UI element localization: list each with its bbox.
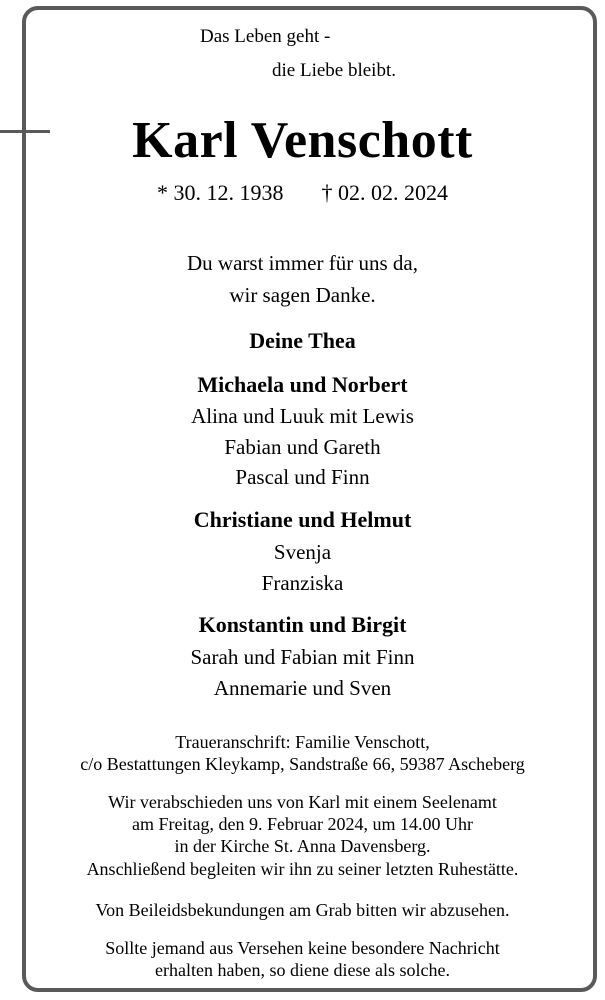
- motto-line-2: die Liebe bleibt.: [272, 60, 396, 81]
- service-line-3: in der Kirche St. Anna Davensberg.: [174, 836, 431, 856]
- thanks-line-2: wir sagen Danke.: [229, 283, 376, 307]
- spouse-name: Deine Thea: [249, 328, 356, 353]
- address-line-2: c/o Bestattungen Kleykamp, Sandstraße 66, 59387 Ascheberg: [80, 754, 525, 774]
- service-line-4: Anschließend begleiten wir ihn zu seiner letzten Ruhestätte.: [86, 859, 519, 879]
- birth-date: * 30. 12. 1938: [157, 180, 284, 205]
- thanks-line-1: Du warst immer für uns da,: [187, 251, 418, 275]
- service-line-1: Wir verabschieden uns von Karl mit einem Seelenamt: [108, 792, 497, 812]
- family-3-member: Annemarie und Sven: [213, 676, 392, 700]
- family-3-head: Konstantin und Birgit: [198, 612, 407, 637]
- family-2-member: Svenja: [273, 540, 332, 564]
- family-3-member: Sarah und Fabian mit Finn: [190, 645, 415, 669]
- family-1-member: Fabian und Gareth: [224, 435, 381, 459]
- family-2-head: Christiane und Helmut: [193, 507, 412, 532]
- address-line-1: Traueranschrift: Familie Venschott,: [175, 732, 430, 752]
- deceased-name: Karl Venschott: [132, 112, 473, 169]
- death-date: † 02. 02. 2024: [321, 180, 448, 205]
- motto-line-1: Das Leben geht -: [200, 26, 331, 47]
- life-dates: [0, 180, 605, 206]
- condolence-note: Von Beileidsbekundungen am Grab bitten wir abzusehen.: [95, 900, 510, 920]
- family-1-member: Alina und Luuk mit Lewis: [191, 404, 414, 428]
- family-1-head: Michaela und Norbert: [197, 372, 408, 397]
- family-2-member: Franziska: [261, 571, 344, 595]
- service-line-2: am Freitag, den 9. Februar 2024, um 14.00 Uhr: [132, 814, 473, 834]
- notice-line-2: erhalten haben, so diene diese als solche.: [155, 960, 450, 980]
- family-1-member: Pascal und Finn: [235, 465, 370, 489]
- notice-line-1: Sollte jemand aus Versehen keine besondere Nachricht: [105, 938, 500, 958]
